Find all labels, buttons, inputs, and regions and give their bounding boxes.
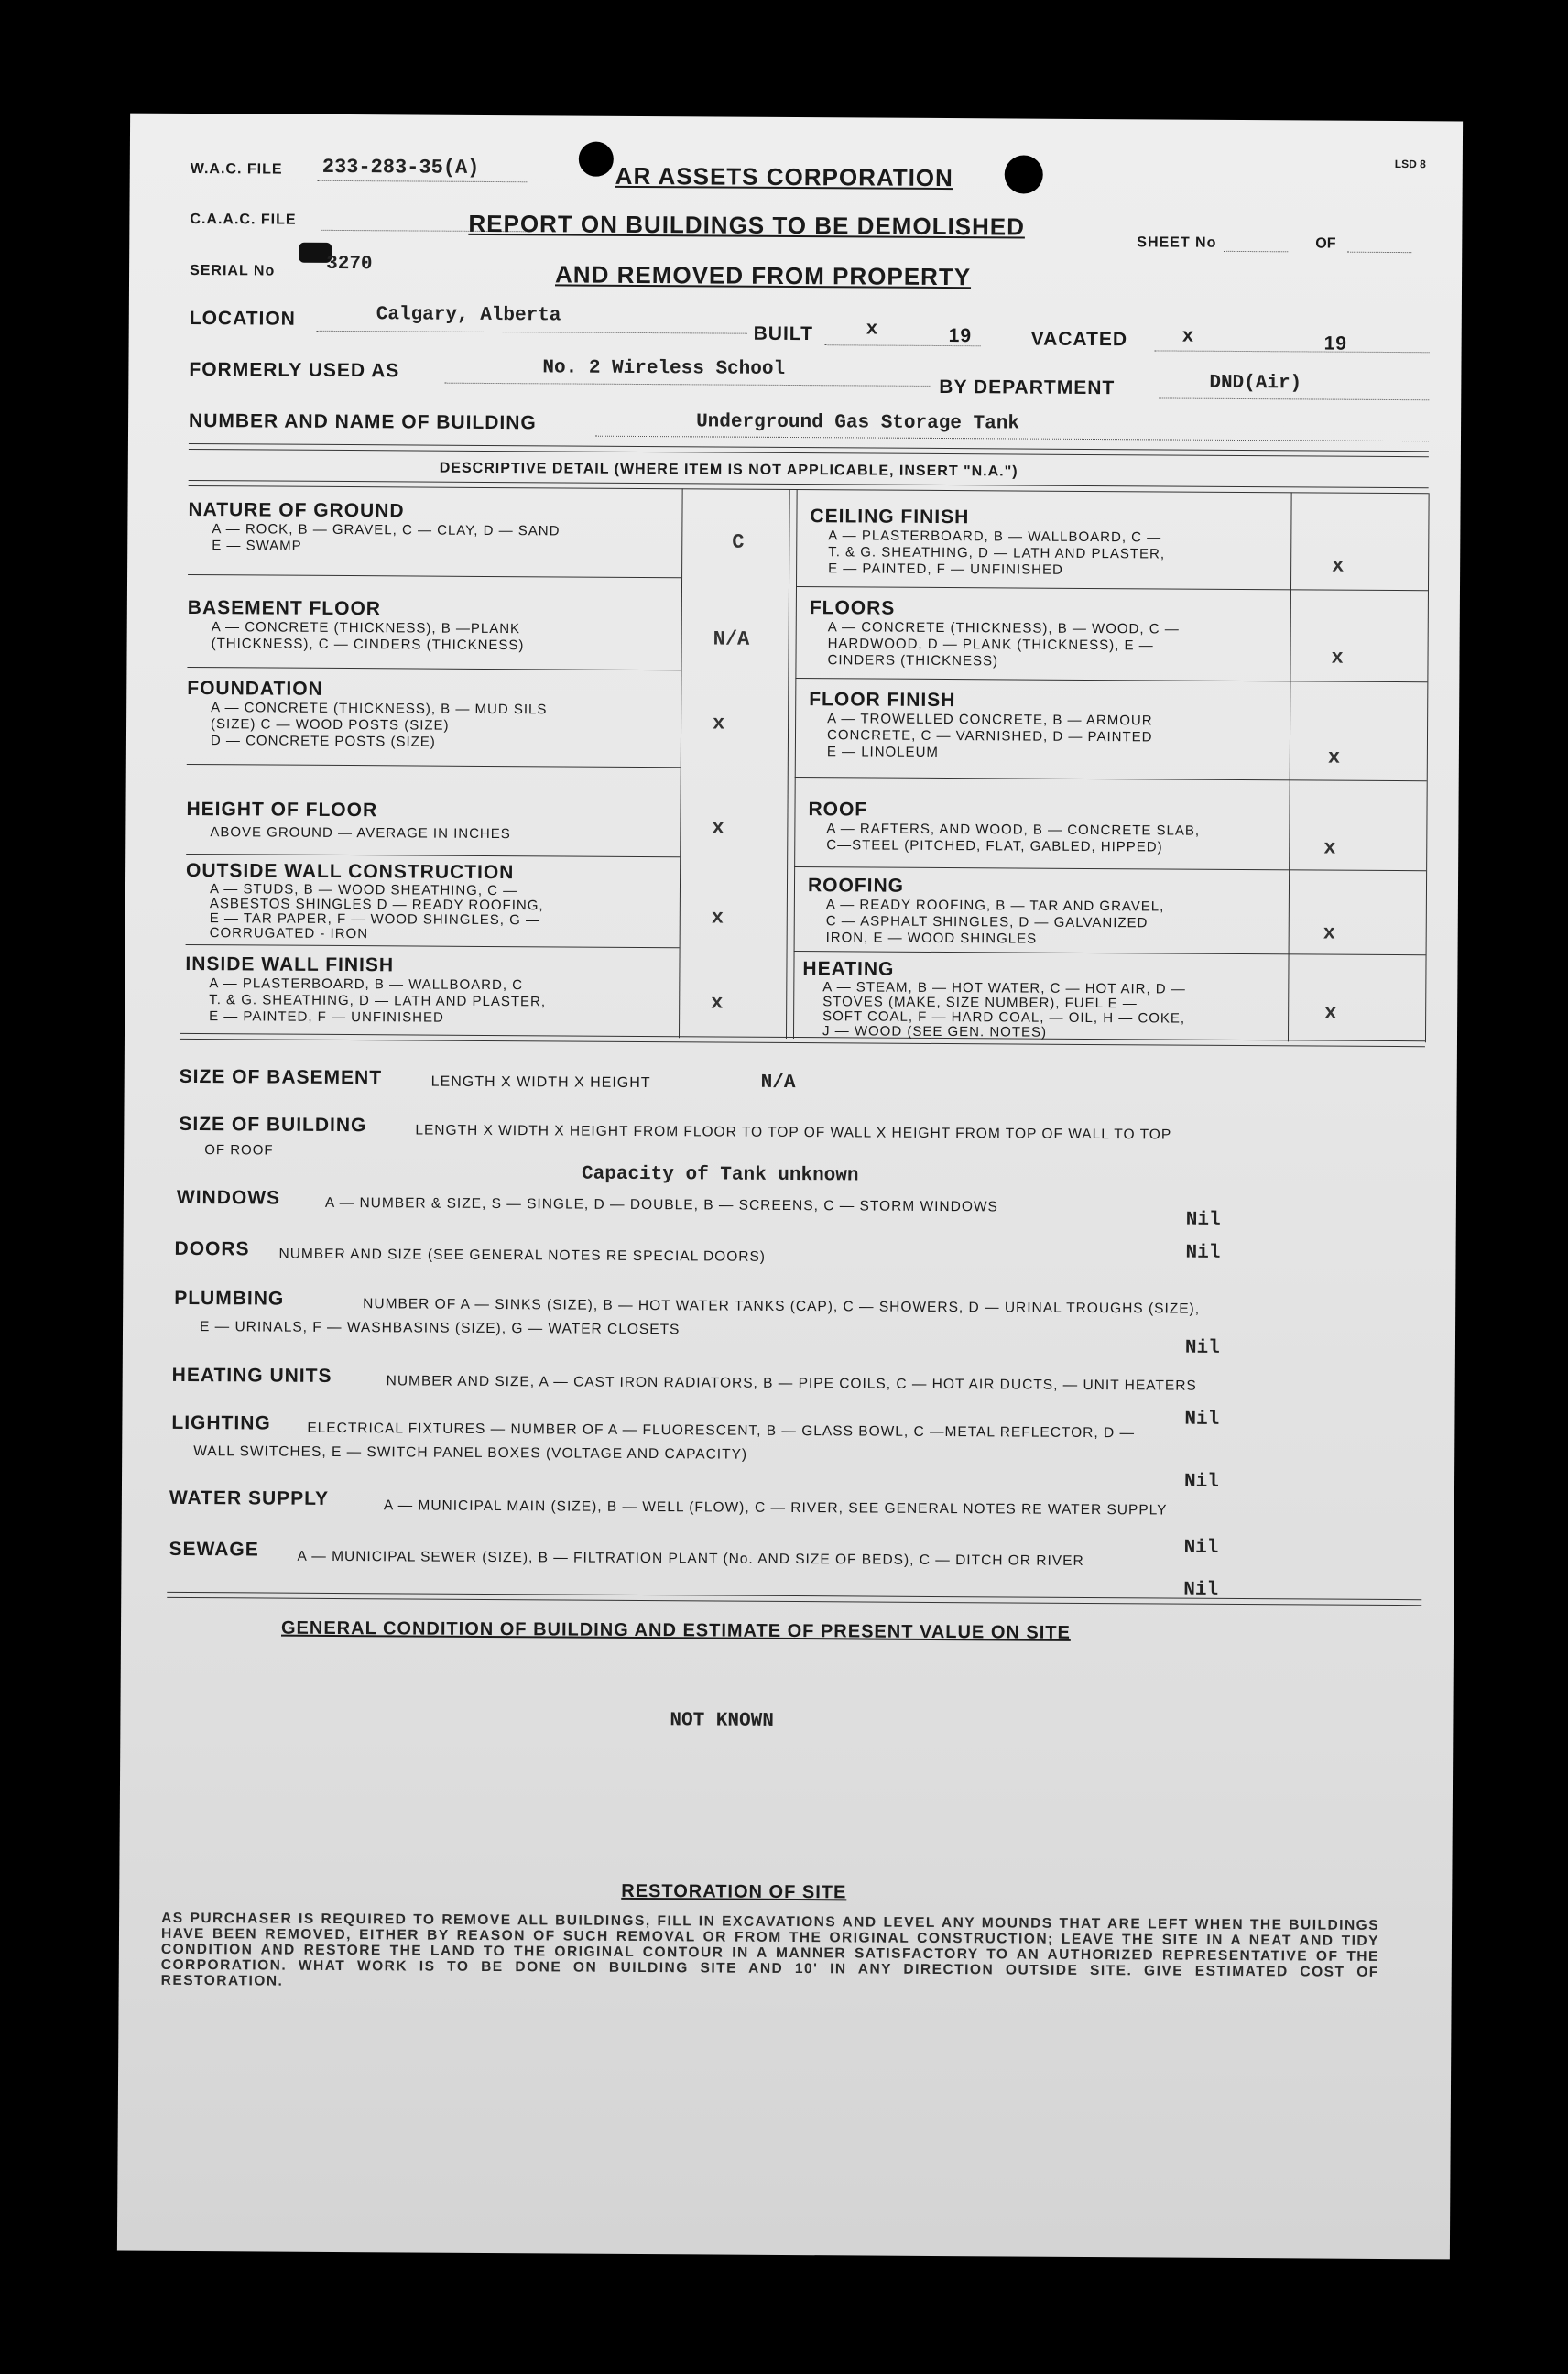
cell-options: A — CONCRETE (THICKNESS), B — MUD SILS (SIZE) C — WOOD POSTS (SIZE) D — CONCRETE POSTS (SIZE) <box>210 700 548 750</box>
cell-options: A — PLASTERBOARD, B — WALLBOARD, C — T. & G. SHEATHING, D — LATH AND PLASTER, E — PAINTED, F — UNFINISHED <box>209 975 547 1026</box>
foundation-value: x <box>713 712 725 735</box>
grid-line <box>679 488 683 1038</box>
location-label: LOCATION <box>189 307 296 330</box>
cell-options: A — RAFTERS, AND WOOD, B — CONCRETE SLAB, C—STEEL (PITCHED, FLAT, GABLED, HIPPED) <box>826 821 1201 855</box>
roofing-value: x <box>1323 921 1335 945</box>
cell-title: CEILING FINISH <box>810 506 970 528</box>
roof-cell <box>808 799 1200 856</box>
outside-wall-value: x <box>711 906 724 930</box>
general-condition-header: GENERAL CONDITION OF BUILDING AND ESTIMATE OF PRESENT VALUE ON SITE <box>280 1617 1071 1643</box>
corporation-name: AR ASSETS CORPORATION <box>615 161 953 192</box>
cell-title: BASEMENT FLOOR <box>187 596 382 620</box>
sheet-no-line <box>1224 251 1288 252</box>
formerly-used-label: FORMERLY USED AS <box>189 358 400 382</box>
built-value: x <box>866 319 878 341</box>
punch-hole <box>579 142 614 177</box>
grid-line <box>795 678 1427 682</box>
cell-options: A — STEAM, B — HOT WATER, C — HOT AIR, D — STOVES (MAKE, SIZE NUMBER), FUEL E — SOFT COAL, F — HARD COAL, — OIL, H — COKE, J — WOOD (SEE GEN. NOTES) <box>822 979 1186 1040</box>
report-title-line1: REPORT ON BUILDINGS TO BE DEMOLISHED <box>468 209 1026 241</box>
basement-floor-cell <box>188 597 525 654</box>
floor-finish-cell <box>809 689 1153 762</box>
cell-title: FLOOR FINISH <box>809 689 956 712</box>
grid-line <box>794 866 1426 871</box>
cell-options: A — CONCRETE (THICKNESS), B —PLANK (THICKNESS), C — CINDERS (THICKNESS) <box>211 619 525 654</box>
by-department-label: BY DEPARTMENT <box>939 376 1116 399</box>
basement-floor-value: N/A <box>713 627 750 651</box>
heating-value: x <box>1324 1001 1337 1025</box>
plumbing-desc: NUMBER OF A — SINKS (SIZE), B — HOT WATER TANKS (CAP), C — SHOWERS, D — URINAL TROUGHS (SIZE), <box>363 1296 1201 1317</box>
wac-file-line <box>318 180 528 182</box>
restoration-text: AS PURCHASER IS REQUIRED TO REMOVE ALL BUILDINGS, FILL IN EXCAVATIONS AND LEVEL ANY MOUNDS THAT ARE LEFT WHEN THE BUILDINGS HAVE BEEN REMOVED, EITHER BY REASON OF SUCH REMOVAL OR FROM THE ORIGINAL CONSTRUCTION; LEAVE THE SITE IN A NEAT AND TIDY CONDITION AND RESTORE THE LAND TO THE ORIGINAL CONTOUR IN A MANNER SATISFACTORY TO AN AUTHORIZED REPRESENTATIVE OF THE CORPORATION. WHAT WORK IS TO BE DONE ON BUILDING SITE AND 10' IN ANY DIRECTION OUTSIDE SITE. GIVE ESTIMATED COST OF RESTORATION. <box>160 1910 1380 1989</box>
sewage-value: Nil <box>1183 1579 1219 1601</box>
form-sheet <box>117 114 1463 2260</box>
grid-line <box>1425 493 1430 1042</box>
cell-title: HEIGHT OF FLOOR <box>186 798 378 822</box>
plumbing-value: Nil <box>1184 1337 1220 1359</box>
grid-line <box>186 944 680 948</box>
windows-value: Nil <box>1185 1209 1221 1231</box>
cell-options: A — ROCK, B — GRAVEL, C — CLAY, D — SAND E — SWAMP <box>212 521 561 554</box>
lighting-label: LIGHTING <box>171 1411 271 1434</box>
grid-line <box>187 667 681 670</box>
size-of-basement-value: N/A <box>760 1072 796 1094</box>
inside-wall-finish-value: x <box>711 991 724 1015</box>
cell-title: FLOORS <box>809 597 896 619</box>
of-line <box>1347 252 1411 253</box>
location-value: Calgary, Alberta <box>376 304 561 327</box>
lighting-desc2: WALL SWITCHES, E — SWITCH PANEL BOXES (VOLTAGE AND CAPACITY) <box>193 1443 748 1463</box>
size-of-building-label: SIZE OF BUILDING <box>179 1113 367 1137</box>
inside-wall-finish-cell <box>185 953 546 1027</box>
cell-options: A — CONCRETE (THICKNESS), B — WOOD, C — HARDWOOD, D — PLANK (THICKNESS), E — CINDERS (THICKNESS) <box>827 619 1180 670</box>
roofing-cell <box>808 875 1165 948</box>
heating-cell <box>802 958 1186 1041</box>
grid-line <box>796 586 1428 591</box>
building-name-value: Underground Gas Storage Tank <box>696 411 1020 435</box>
serial-no-label: SERIAL No <box>190 262 276 279</box>
formerly-used-value: No. 2 Wireless School <box>542 357 786 380</box>
caac-file-label: C.A.A.C. FILE <box>190 211 297 228</box>
grid-line <box>186 854 680 857</box>
cell-title: ROOFING <box>807 875 905 897</box>
heating-units-label: HEATING UNITS <box>171 1364 332 1387</box>
nature-of-ground-value: C <box>732 530 745 554</box>
foundation-cell <box>187 678 548 751</box>
grid-line <box>786 489 790 1039</box>
roof-value: x <box>1323 836 1336 860</box>
heating-units-value: Nil <box>1184 1409 1220 1431</box>
building-name-label: NUMBER AND NAME OF BUILDING <box>189 409 537 434</box>
nature-of-ground-cell <box>188 499 560 556</box>
vacated-year: 19 <box>1323 332 1348 354</box>
lighting-desc: ELECTRICAL FIXTURES — NUMBER OF A — FLUORESCENT, B — GLASS BOWL, C —METAL REFLECTOR, D — <box>307 1420 1136 1442</box>
cell-title: OUTSIDE WALL CONSTRUCTION <box>186 859 515 884</box>
of-label: OF <box>1315 235 1336 252</box>
grid-line <box>795 777 1427 781</box>
plumbing-desc2: E — URINALS, F — WASHBASINS (SIZE), G — WATER CLOSETS <box>199 1319 681 1338</box>
cell-title: NATURE OF GROUND <box>188 498 405 522</box>
water-supply-value: Nil <box>1183 1537 1219 1559</box>
floors-cell <box>809 597 1180 670</box>
size-of-basement-desc: LENGTH X WIDTH X HEIGHT <box>430 1073 651 1092</box>
lighting-value: Nil <box>1183 1471 1219 1493</box>
cell-options: A — PLASTERBOARD, B — WALLBOARD, C — T. & G. SHEATHING, D — LATH AND PLASTER, E — PAINTED, F — UNFINISHED <box>828 528 1166 578</box>
size-of-building-desc2: OF ROOF <box>204 1142 274 1159</box>
height-of-floor-cell <box>186 799 511 843</box>
sewage-desc: A — MUNICIPAL SEWER (SIZE), B — FILTRATION PLANT (No. AND SIZE OF BEDS), C — DITCH OR RIVER <box>297 1548 1084 1569</box>
built-year: 19 <box>948 325 973 347</box>
formerly-used-line <box>444 383 930 387</box>
size-of-building-value: Capacity of Tank unknown <box>582 1163 859 1187</box>
grid-line <box>187 764 681 768</box>
building-name-line <box>595 436 1429 442</box>
cell-title: FOUNDATION <box>187 677 323 700</box>
height-of-floor-value: x <box>712 816 724 840</box>
cell-title: HEATING <box>802 958 895 980</box>
cell-options: A — STUDS, B — WOOD SHEATHING, C — ASBESTOS SHINGLES D — READY ROOFING, E — TAR PAPER, F — WOOD SHINGLES, G — CORRUGATED - IRON <box>209 881 544 942</box>
descriptive-detail-header: DESCRIPTIVE DETAIL (WHERE ITEM IS NOT APPLICABLE, INSERT "N.A.") <box>439 460 1018 480</box>
restoration-header: RESTORATION OF SITE <box>621 1880 847 1903</box>
windows-label: WINDOWS <box>176 1186 281 1209</box>
doors-label: DOORS <box>174 1237 250 1260</box>
serial-no-value: 3270 <box>326 253 373 276</box>
grid-line <box>188 574 681 578</box>
heating-units-desc: NUMBER AND SIZE, A — CAST IRON RADIATORS, B — PIPE COILS, C — HOT AIR DUCTS, — UNIT HEATERS <box>386 1373 1197 1394</box>
floors-value: x <box>1331 646 1344 670</box>
water-supply-desc: A — MUNICIPAL MAIN (SIZE), B — WELL (FLOW), C — RIVER, SEE GENERAL NOTES RE WATER SUPPLY <box>383 1497 1168 1519</box>
cell-title: ROOF <box>808 799 868 821</box>
built-line <box>825 344 981 346</box>
by-department-value: DND(Air) <box>1209 372 1302 395</box>
doors-value: Nil <box>1185 1242 1221 1264</box>
ceiling-finish-value: x <box>1332 554 1345 578</box>
general-condition-value: NOT KNOWN <box>670 1710 774 1732</box>
punch-hole <box>1005 155 1043 193</box>
windows-desc: A — NUMBER & SIZE, S — SINGLE, D — DOUBLE, B — SCREENS, C — STORM WINDOWS <box>324 1194 998 1215</box>
vacated-label: VACATED <box>1030 328 1128 351</box>
location-line <box>317 331 747 334</box>
cell-options: ABOVE GROUND — AVERAGE IN INCHES <box>210 824 511 843</box>
cell-title: INSIDE WALL FINISH <box>185 953 395 976</box>
vacated-value: x <box>1181 326 1194 348</box>
vacated-line <box>1155 350 1430 353</box>
grid-line <box>1288 492 1292 1041</box>
report-title-line2: AND REMOVED FROM PROPERTY <box>554 260 972 291</box>
wac-file-label: W.A.C. FILE <box>190 160 283 178</box>
size-of-basement-label: SIZE OF BASEMENT <box>179 1065 383 1089</box>
outside-wall-cell <box>186 860 544 942</box>
grid-line <box>794 951 1426 955</box>
cell-options: A — READY ROOFING, B — TAR AND GRAVEL, C — ASPHALT SHINGLES, D — GALVANIZED IRON, E — WOOD SHINGLES <box>825 897 1165 947</box>
cell-options: A — TROWELLED CONCRETE, B — ARMOUR CONCRETE, C — VARNISHED, D — PAINTED E — LINOLEUM <box>826 711 1153 760</box>
by-department-line <box>1159 397 1429 400</box>
size-of-building-desc: LENGTH X WIDTH X HEIGHT FROM FLOOR TO TOP OF WALL X HEIGHT FROM TOP OF WALL TO TOP <box>415 1122 1172 1143</box>
grid-line <box>793 489 798 1039</box>
sheet-no-label: SHEET No <box>1137 234 1217 251</box>
built-label: BUILT <box>753 322 814 345</box>
sewage-label: SEWAGE <box>169 1538 259 1561</box>
floor-finish-value: x <box>1327 746 1341 769</box>
plumbing-label: PLUMBING <box>174 1287 285 1310</box>
water-supply-label: WATER SUPPLY <box>169 1486 330 1509</box>
ceiling-finish-cell <box>810 506 1165 579</box>
doors-desc: NUMBER AND SIZE (SEE GENERAL NOTES RE SPECIAL DOORS) <box>278 1246 767 1265</box>
form-code: LSD 8 <box>1394 158 1426 171</box>
wac-file-value: 233-283-35(A) <box>321 155 480 180</box>
